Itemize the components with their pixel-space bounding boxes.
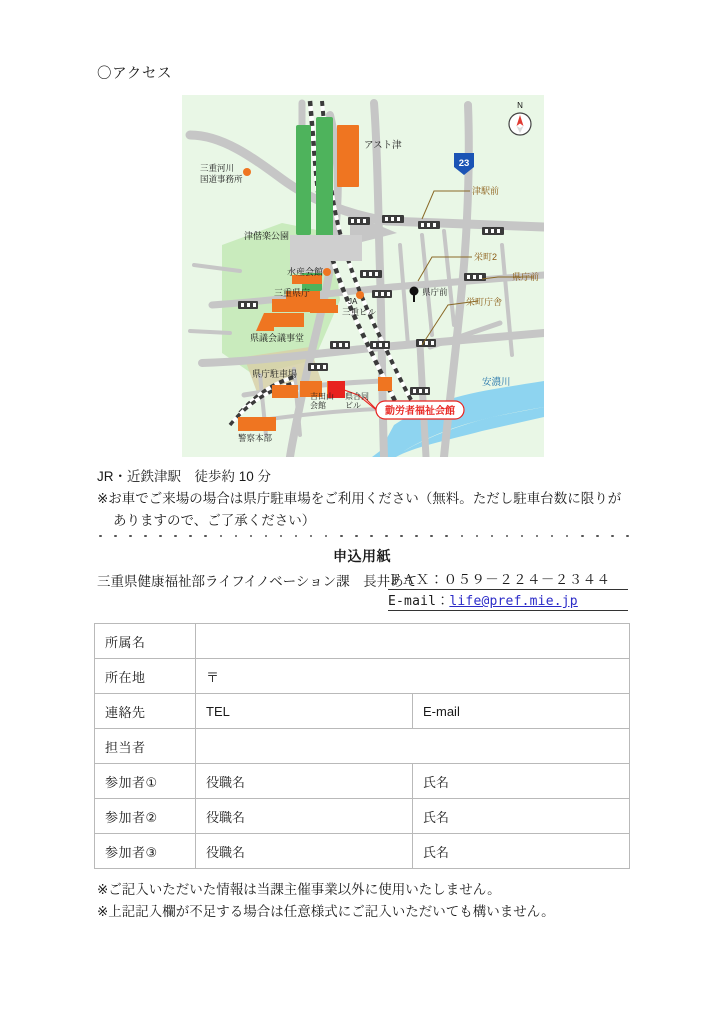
label-kengodo-2: ビル (345, 401, 361, 410)
label-sakaemachi-chosha: 栄町庁舎 (466, 297, 503, 307)
label-destination: 勤労者福祉会館 (385, 406, 455, 417)
email-line (388, 590, 628, 611)
destination-callout (376, 401, 464, 419)
form-notes (97, 879, 643, 923)
label-anogawa: 安濃川 (482, 377, 511, 388)
table-row (95, 764, 630, 799)
access-line-3: ありますので、ご了承ください） (113, 513, 316, 528)
field-participant-3-title[interactable]: 役職名 (196, 834, 413, 869)
label-mie-biru: 三重ビル (342, 307, 377, 317)
field-person-in-charge[interactable] (196, 729, 630, 764)
table-row (95, 694, 630, 729)
station-deck (290, 235, 362, 261)
field-affiliation[interactable] (196, 624, 630, 659)
note-line-1: ※ご記入いただいた情報は当課主催事業以外に使用いたしません。 (97, 882, 501, 897)
label-yoshidayama-2: 会館 (310, 401, 326, 410)
form-title: 申込用紙 (333, 548, 391, 564)
access-description (97, 466, 643, 532)
label-mie-kencho: 三重県庁 (274, 288, 311, 298)
row-header-affiliation: 所属名 (95, 624, 196, 659)
poi-dot-suisan (323, 268, 331, 276)
table-row (95, 659, 630, 694)
label-suisan-kaikan: 水産会館 (287, 267, 324, 277)
label-kenchomae-road: 県庁前 (512, 272, 540, 282)
building-keisatsu (238, 417, 276, 431)
row-header-participant-2: 参加者② (95, 799, 196, 834)
field-participant-2-name[interactable]: 氏名 (413, 799, 630, 834)
label-kenchomae-stop: 県庁前 (422, 287, 448, 297)
field-email[interactable]: E-mail (413, 694, 630, 729)
access-map (182, 95, 544, 457)
label-kengodo-1: 県合同 (345, 392, 369, 401)
page-title: 〇アクセス (97, 66, 173, 82)
label-asuto-tsu: アスト津 (364, 140, 402, 151)
table-row (95, 729, 630, 764)
table-row (95, 624, 630, 659)
email-label: E-mail： (388, 594, 450, 609)
label-keisatsu-honbu: 警察本部 (238, 433, 273, 443)
label-kencho-parking: 県庁駐車場 (252, 369, 298, 379)
form-department: 三重県健康福祉部ライフイノベーション課 長井あて (97, 574, 418, 589)
compass-label: N (517, 101, 523, 110)
field-participant-3-name[interactable]: 氏名 (413, 834, 630, 869)
table-row (95, 834, 630, 869)
fax-number: ＦＡＸ：０５９－２２４－２３４４ (388, 568, 628, 590)
row-header-person-in-charge: 担当者 (95, 729, 196, 764)
label-sakaemachi-2: 栄町2 (474, 252, 498, 262)
label-mie-kasen-2: 国道事務所 (200, 174, 243, 184)
field-participant-1-title[interactable]: 役職名 (196, 764, 413, 799)
table-row (95, 799, 630, 834)
label-kengikai: 県議会議事堂 (250, 333, 305, 343)
building-asuto-tsu (337, 125, 359, 187)
field-participant-2-title[interactable]: 役職名 (196, 799, 413, 834)
label-tsu-ekimae: 津駅前 (472, 186, 500, 196)
building-yoshidayama (272, 385, 298, 398)
dotted-divider (99, 531, 629, 541)
access-line-2: ※お車でご来場の場合は県庁駐車場をご利用ください（無料。ただし駐車台数に限りが (97, 491, 622, 506)
poi-dot-kasen (243, 168, 251, 176)
note-line-2: ※上記記入欄が不足する場合は任意様式にご記入いただいても構いません。 (97, 904, 555, 919)
field-participant-1-name[interactable]: 氏名 (413, 764, 630, 799)
row-header-contact: 連絡先 (95, 694, 196, 729)
access-line-1: JR・近鉄津駅 徒歩約 10 分 (97, 469, 272, 484)
label-ja: JA (348, 297, 358, 306)
application-form-table (94, 623, 630, 869)
field-address[interactable]: 〒 (196, 659, 630, 694)
label-yoshidayama-1: 吉田山 (310, 392, 334, 401)
row-header-address: 所在地 (95, 659, 196, 694)
row-header-participant-1: 参加者① (95, 764, 196, 799)
route-shield-number: 23 (458, 158, 470, 169)
label-tsu-kairaku-park: 津偕楽公園 (244, 231, 290, 241)
email-address-link[interactable]: life@pref.mie.jp (449, 594, 578, 609)
label-mie-kasen-1: 三重河川 (200, 163, 235, 173)
row-header-participant-3: 参加者③ (95, 834, 196, 869)
field-tel[interactable]: TEL (196, 694, 413, 729)
